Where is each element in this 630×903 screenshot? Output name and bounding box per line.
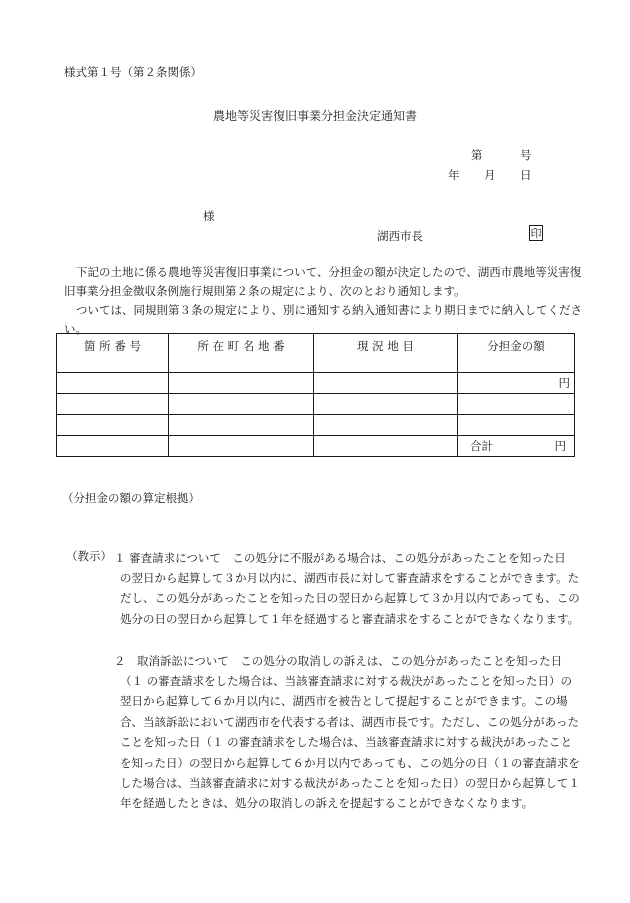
table-cell — [314, 436, 458, 457]
table-row — [57, 415, 575, 436]
table-cell — [57, 373, 169, 394]
date-day-label: 日 — [520, 168, 532, 182]
body-paragraph-2: ついては、同規則第３条の規定により、別に通知する納入通知書により期日までに納入してください。 — [64, 303, 582, 336]
table-row — [57, 394, 575, 415]
number-dai-label: 第 — [471, 148, 483, 162]
table-cell — [314, 373, 458, 394]
table-row — [57, 436, 575, 457]
table-cell — [169, 373, 314, 394]
total-yen: 円 — [554, 439, 566, 453]
header-address: 所 在 町 名 地 番 — [169, 334, 314, 373]
notice-item-1-heading: １ 審査請求について この処分に不服がある場合は、この処分があったことを知った日 — [114, 551, 566, 565]
amount-yen-cell: 円 — [458, 373, 575, 394]
date-month-label: 月 — [484, 168, 496, 182]
notice-item-1-body: の翌日から起算して３か月以内に、湖西市長に対して審査請求をすることができます。ただし、この処分があったことを知った日の翌日から起算して３か月以内であっても、この処分の日の翌日から起算して１年を経過すると審査請求をすることができなくなります。 — [120, 571, 580, 626]
header-land-category: 現 況 地 目 — [314, 334, 458, 373]
form-number: 様式第１号（第２条関係） — [64, 65, 202, 79]
header-location-number: 箇 所 番 号 — [57, 334, 169, 373]
table-cell — [57, 415, 169, 436]
table-cell — [169, 415, 314, 436]
header-amount: 分担金の額 — [458, 334, 575, 373]
table-cell — [314, 415, 458, 436]
total-label: 合計 — [470, 439, 493, 453]
date-year-label: 年 — [448, 168, 460, 182]
notice-item-2-body: （１ の審査請求をした場合は、当該審査請求に対する裁決があったことを知った日）の翌日から起算して６か月以内に、湖西市を被告として提起することができます。この場合、当該訴訟において湖西市を代表する者は、湖西市長です。ただし、この処分があったことを知った日（１ の審査請求をした場合は、当該審査請求に対する裁決があったことを知った日）の翌日から起算して６か月以内であっても、この処分の日（１の審査請求をした場合は、当該審査請求に対する裁決があったことを知った日）の翌日から起算して１年を経過したときは、処分の取消しの訴えを提起することができなくなります。 — [120, 674, 580, 811]
calculation-basis-label: （分担金の額の算定根拠） — [62, 491, 200, 505]
table-cell — [57, 394, 169, 415]
body-paragraph-1: 下記の土地に係る農地等災害復旧事業について、分担金の額が決定したので、湖西市農地等災害復旧事業分担金徴収条例施行規則第２条の規定により、次のとおり通知します。 — [64, 265, 582, 298]
notice-label: （教示） — [66, 549, 112, 563]
table-cell — [314, 394, 458, 415]
notice-item-2-heading: ２ 取消訴訟について この処分の取消しの訴えは、この処分があったことを知った日 — [114, 654, 563, 668]
table-cell — [57, 436, 169, 457]
seal-box: 印 — [530, 227, 542, 240]
table-cell — [458, 415, 575, 436]
table-cell — [458, 394, 575, 415]
table-header-row — [57, 334, 575, 373]
table-cell — [169, 436, 314, 457]
issuer-name: 湖西市長 — [377, 229, 423, 243]
assessment-table — [56, 333, 575, 457]
number-go-label: 号 — [520, 148, 532, 162]
table-cell — [169, 394, 314, 415]
total-cell — [458, 436, 575, 457]
document-title: 農地等災害復旧事業分担金決定通知書 — [212, 109, 417, 123]
addressee-suffix: 様 — [203, 209, 215, 223]
table-row — [57, 373, 575, 394]
